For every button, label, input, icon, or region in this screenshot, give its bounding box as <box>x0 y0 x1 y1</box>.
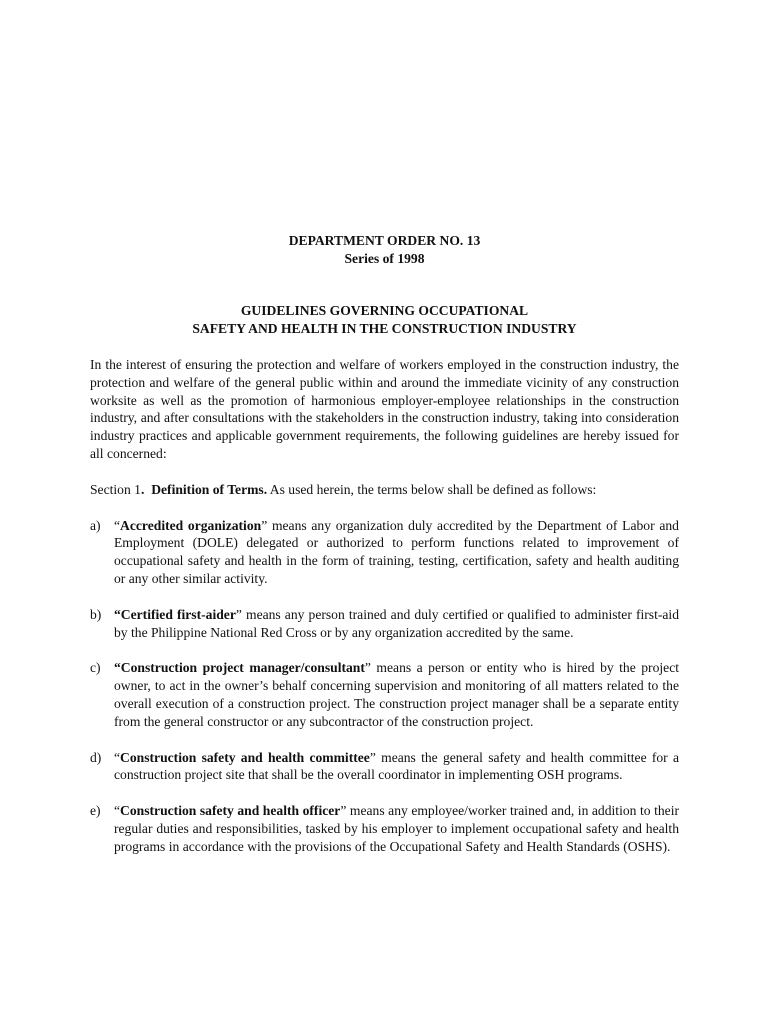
open-quote: “ <box>114 517 121 533</box>
definitions-list <box>90 517 679 856</box>
section-1-heading <box>90 481 679 499</box>
definition-text <box>114 659 679 730</box>
definition-term: Certified first-aider <box>120 606 236 622</box>
definition-marker: b) <box>90 606 102 622</box>
section-label-dot: . <box>140 481 145 497</box>
definition-item <box>90 659 679 730</box>
definition-item <box>90 606 679 642</box>
close-quote: ” <box>340 803 347 819</box>
definition-item <box>90 517 679 588</box>
definition-term: Accredited organization <box>120 517 262 533</box>
intro-paragraph: In the interest of ensuring the protection and welfare of workers employed in the construction industry, the protection and welfare of the general public within and around the immediate vicinity of any construction worksite as well as the promotion of harmonious employer-employee relationships in the construction industry, and after consultations with the stakeholders in the construction industry, taking into consideration industry practices and applicable government requirements, the following guidelines are hereby issued for all concerned: <box>90 357 679 461</box>
open-quote: “ <box>114 749 121 765</box>
open-quote: “ <box>114 803 121 819</box>
section-title: Definition of Terms. <box>151 481 268 497</box>
definition-item <box>90 802 679 855</box>
definition-text <box>114 606 679 642</box>
order-title: DEPARTMENT ORDER NO. 13 <box>288 233 481 248</box>
definition-body: means the general safety and health committee for a construction project site that shall be the overall coordinator in implementing OSH programs. <box>114 749 679 783</box>
definition-body: means a person or entity who is hired by the project owner, to act in the owner’s behalf concerning supervision and monitoring of all matters related to the overall execution of a construction project. The construction project manager shall be a separate entity from the general constructor or any subcontractor of the construction project. <box>114 660 679 729</box>
open-quote: “ <box>114 606 121 622</box>
definition-text <box>114 517 679 588</box>
close-quote: ” <box>235 606 242 622</box>
definition-text <box>114 802 679 855</box>
definition-body: means any employee/worker trained and, in addition to their regular duties and responsibilities, tasked by his employer to implement occupational safety and health programs in accordance with the provisions of the Occupational Safety and Health Standards (OSHS). <box>114 803 679 854</box>
close-quote: ” <box>369 749 376 765</box>
guidelines-heading <box>90 302 679 338</box>
definition-body: means any person trained and duly certified or qualified to administer first-aid by the Philippine National Red Cross or by any organization accredited by the same. <box>114 606 679 640</box>
section-label: Section 1 <box>90 481 141 497</box>
guidelines-title-line2: SAFETY AND HEALTH IN THE CONSTRUCTION INDUSTRY <box>192 321 577 336</box>
definition-marker: a) <box>90 517 101 533</box>
close-quote: ” <box>364 660 371 676</box>
definition-marker: c) <box>90 660 101 676</box>
order-series: Series of 1998 <box>344 251 425 266</box>
definition-term: Construction safety and health officer <box>120 803 341 819</box>
definition-term: Construction project manager/consultant <box>120 660 365 676</box>
definition-term: Construction safety and health committee <box>120 749 370 765</box>
definition-text <box>114 749 679 785</box>
definition-marker: e) <box>90 803 101 819</box>
definition-body: means any organization duly accredited by the Department of Labor and Employment (DOLE) delegated or authorized to perform functions related to improvement of occupational safety and health in the form of training, testing, certification, safety and health auditing or any other similar activity. <box>114 517 679 586</box>
open-quote: “ <box>114 660 121 676</box>
guidelines-title-line1: GUIDELINES GOVERNING OCCUPATIONAL <box>240 303 529 318</box>
close-quote: ” <box>261 517 268 533</box>
order-heading <box>90 232 679 268</box>
definition-marker: d) <box>90 749 102 765</box>
definition-item <box>90 749 679 785</box>
section-text: As used herein, the terms below shall be defined as follows: <box>267 481 597 497</box>
